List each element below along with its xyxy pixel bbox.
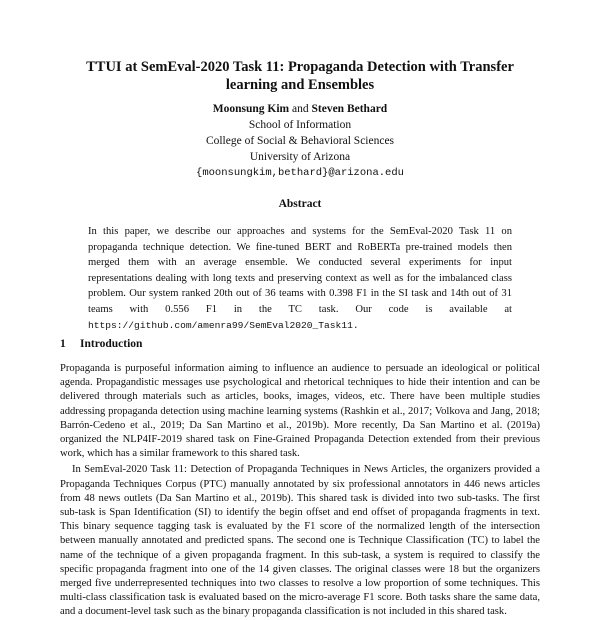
section-heading-introduction: [60, 338, 142, 350]
author-name-2: Steven Bethard: [311, 103, 388, 115]
author-names: [60, 101, 540, 117]
introduction-body: [60, 362, 540, 620]
author-block: [60, 101, 540, 181]
affiliation-line-1: School of Information: [248, 119, 352, 131]
code-url-link[interactable]: https://github.com/amenra99/SemEval2020_Task11.: [88, 319, 359, 331]
author-conjunction: and: [292, 103, 309, 115]
abstract-heading: Abstract: [278, 198, 322, 210]
paragraph: Propaganda is purposeful information aiming to influence an audience to persuade an ideological or political agenda. Propagandistic messages use psychological and rhetorical techniques to hide their intention and can be delivered through materials such as articles, books, images, videos, etc. There have been multiple studies addressing propaganda detection using machine learning systems (Rashkin et al., 2017; Volkova and Jang, 2018; Barrón-Cedeno et al., 2019; Da San Martino et al., 2019b). More recently, Da San Martino et al. (2019a) organized the NLP4IF-2019 shared task on Fine-Grained Propaganda Detection extended from their previous work, which has a similar framework to this shared task.: [60, 363, 540, 460]
affiliation-line-2: College of Social & Behavioral Sciences: [205, 135, 395, 147]
affiliation-line-3: University of Arizona: [249, 151, 351, 163]
section-title: Introduction: [80, 338, 143, 350]
abstract-text: [88, 224, 512, 333]
section-number: 1: [60, 338, 66, 350]
author-name-1: Moonsung Kim: [212, 103, 290, 115]
abstract-body: In this paper, we describe our approaches and systems for the SemEval-2020 Task 11 on propaganda technique detection. We fine-tuned BERT and RoBERTa pre-trained models then merged them with an average ensemble. We conducted several experiments for input representations dealing with long texts and preserving context as well as for the imbalanced class problem. Our system ranked 20th out of 36 teams with 0.398 F1 in the SI task and 14th out of 31 teams with 0.556 F1 in the TC task. Our code is available at: [88, 226, 512, 315]
paragraph: In SemEval-2020 Task 11: Detection of Propaganda Techniques in News Articles, the organizers provided a Propaganda Techniques Corpus (PTC) manually annotated by six professional annotators in 446 news articles from 48 news outlets (Da San Martino et al., 2019b). This shared task is divided into two sub-tasks. The first sub-task is Span Identification (SI) to identify the begin offset and end offset of propaganda fragments in text. This binary sequence tagging task is evaluated by the F1 score of the normalized length of the intersection between manually annotated and predicted spans. The second one is Technique Classification (TC) to label the name of the technique of a given propaganda fragment. In this sub-task, a system is required to classify the specific propaganda fragment into one of the 14 given classes. The original classes were 18 but the organizers merged five underrepresented techniques into two classes to resolve a low proportion of some techniques. This multi-class classification task is evaluated based on the micro-average F1 score. Both tasks share the same data, and a document-level task such as the binary propaganda classification is not included in this shared task.: [60, 464, 540, 618]
author-email: {moonsungkim,bethard}@arizona.edu: [196, 167, 404, 179]
paper-title: TTUI at SemEval-2020 Task 11: Propaganda Detection with Transfer learning and Ensembles: [86, 59, 514, 93]
